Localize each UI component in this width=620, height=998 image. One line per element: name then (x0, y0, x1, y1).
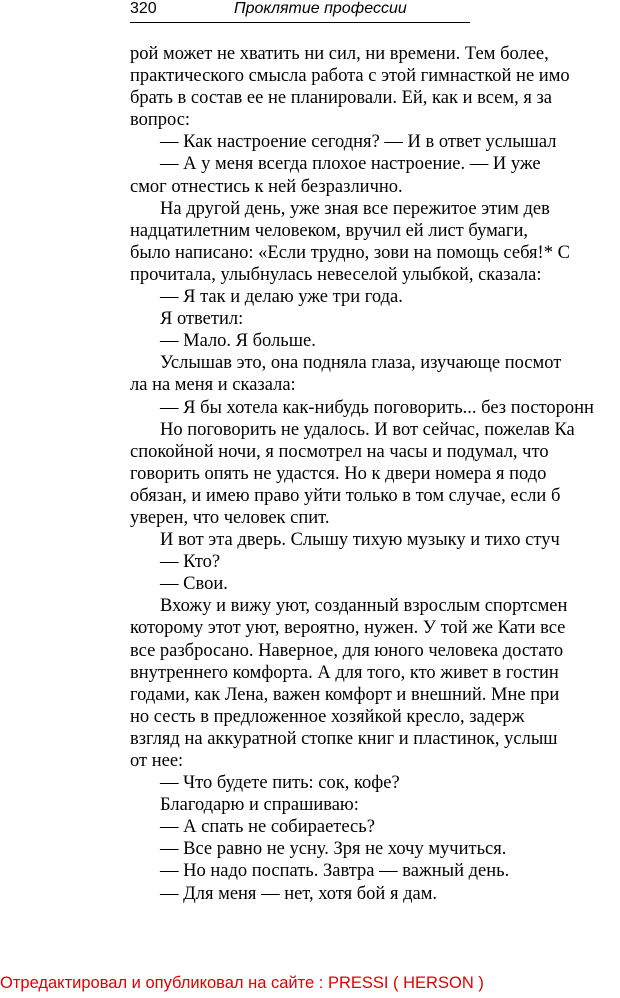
text-line: — Я так и делаю уже три года. (160, 287, 403, 308)
text-line: от нее: (130, 751, 184, 771)
text-line: — А у меня всегда плохое настроение. — И уже (160, 154, 541, 175)
text-line: — Кто? (160, 552, 221, 573)
text-line: — Свои. (160, 574, 228, 595)
text-line: — Но надо поспать. Завтра — важный день. (160, 861, 510, 882)
text-line: Услышав это, она подняла глаза, изучающе посмот (160, 353, 562, 374)
text-line: — А спать не собираетесь? (160, 817, 375, 838)
text-line: брать в состав ее не планировали. Ей, как и всем, я за (130, 88, 552, 109)
page-number: 320 (130, 0, 157, 17)
text-line: было написано: «Если трудно, зови на помощь себя!* С (130, 242, 570, 263)
text-line: На другой день, уже зная все пережитое этим дев (160, 198, 550, 219)
text-line: практического смысла работа с этой гимнасткой не имо (130, 66, 570, 87)
text-line: — Для меня — нет, хотя бой я дам. (160, 883, 438, 904)
text-line: Я ответил: (160, 309, 244, 330)
text-line: Благодарю и спрашиваю: (160, 795, 359, 816)
text-line: все разбросано. Наверное, для юного человека достато (130, 640, 564, 661)
text-line: взгляд на аккуратной стопке книг и пластинок, услыш (130, 728, 558, 749)
text-line: прочитала, улыбнулась невеселой улыбкой, сказала: (130, 264, 542, 285)
text-line: вопрос: (130, 110, 191, 131)
text-line: но сесть в предложенное хозяйкой кресло, задерж (130, 706, 525, 727)
text-line: надцатилетним человеком, вручил ей лист бумаги, (130, 220, 529, 241)
text-line: говорить опять не удастся. Но к двери номера я подо (130, 463, 547, 484)
text-line: — Я бы хотела как-нибудь поговорить... без посторонн (160, 397, 594, 418)
text-line: которому этот уют, вероятно, нужен. У той же Кати все (130, 618, 566, 639)
text-line: уверен, что человек спит. (130, 507, 330, 528)
text-line: Но поговорить не удалось. И вот сейчас, пожелав Ка (160, 419, 575, 440)
footer-credit: Отредактировал и опубликовал на сайте : PRESSI ( HERSON ) (0, 974, 484, 992)
running-title: Проклятие профессии (234, 0, 407, 17)
text-line: годами, как Лена, важен комфорт и внешний. Мне при (130, 684, 560, 705)
text-line: — Как настроение сегодня? — И в ответ услышал (160, 132, 557, 153)
text-line: спокойной ночи, я посмотрел на часы и подумал, что (130, 441, 549, 462)
text-line: — Мало. Я больше. (160, 331, 316, 352)
text-line: внутреннего комфорта. А для того, кто живет в гостин (130, 662, 559, 683)
text-line: — Что будете пить: сок, кофе? (160, 773, 400, 794)
text-line: ла на меня и сказала: (130, 375, 296, 396)
text-line: рой может не хватить ни сил, ни времени. Тем более, (130, 44, 549, 64)
body-text (130, 43, 620, 905)
text-line: И вот эта дверь. Слышу тихую музыку и тихо стуч (160, 530, 560, 551)
text-line: обязан, и имею право уйти только в том случае, если б (130, 485, 561, 506)
running-header (130, 0, 470, 23)
text-line: Вхожу и вижу уют, созданный взрослым спортсмен (160, 596, 568, 617)
text-line: — Все равно не усну. Зря не хочу мучиться. (160, 839, 507, 860)
text-line: смог отнестись к ней безразлично. (130, 176, 403, 197)
